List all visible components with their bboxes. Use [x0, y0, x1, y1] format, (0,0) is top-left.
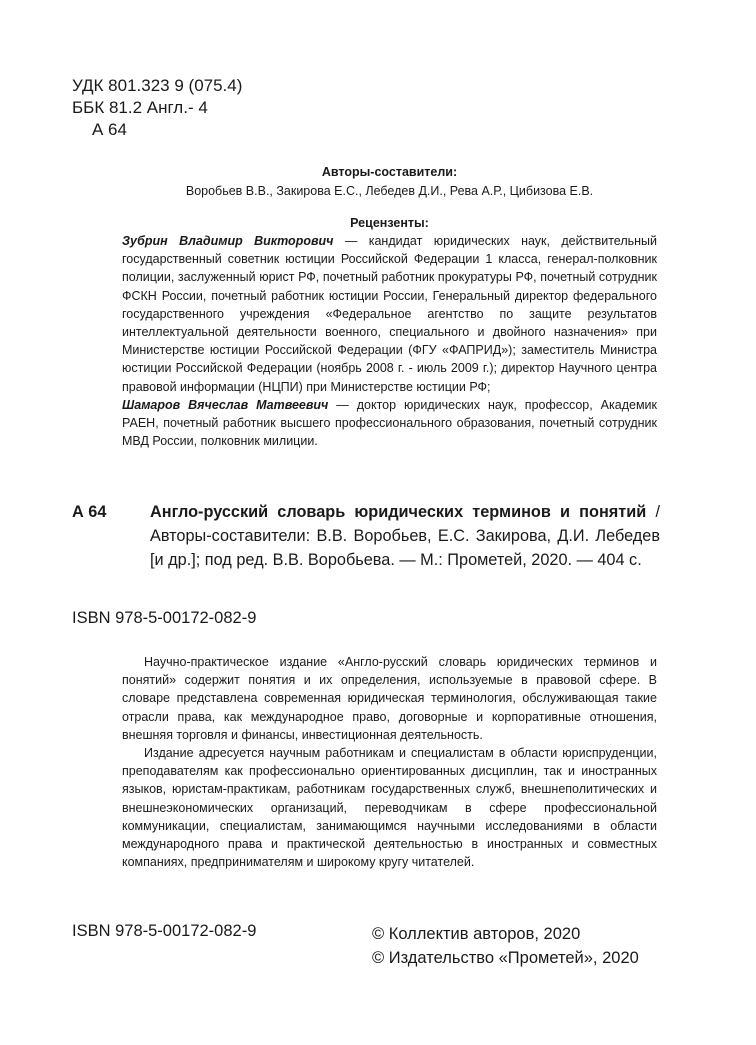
- copyright-authors: © Коллектив авторов, 2020: [372, 925, 581, 943]
- footer-isbn: ISBN 978-5-00172-082-9: [72, 922, 257, 940]
- udc-code: УДК 801.323 9 (075.4): [72, 76, 243, 95]
- annotation-paragraph: Научно-практическое издание «Англо-русский словарь юридических терминов и понятий» содержит понятия и их определения, используемые в правовой сфере. В словаре представлена современная юридическая терминология, обслуживающая такие отрасли права, как международное право, договорные и корпоративные отношения, внешняя торговля и финансы, инвестиционная деятельность.: [122, 655, 657, 742]
- author-mark: А 64: [92, 120, 127, 139]
- reviewer-description: — доктор юридических наук, профессор, Академик РАЕН, почетный работник высшего профессионального образования, почетный сотрудник МВД России, полковник милиции.: [122, 397, 657, 449]
- catalog-details: / Авторы-составители: В.В. Воробьев, Е.С. Закирова, Д.И. Лебедев [и др.]; под ред. В.В. Воробьева. — М.: Прометей, 2020. — 404 с.: [150, 503, 660, 569]
- lbc-code: ББК 81.2 Англ.- 4: [72, 98, 208, 117]
- catalog-title: Англо-русский словарь юридических терминов и понятий: [150, 503, 647, 521]
- reviewer-entry: [122, 396, 657, 451]
- catalog-record: [72, 500, 660, 572]
- reviewer-name: Шамаров Вячеслав Матвеевич: [122, 397, 329, 412]
- reviewer-description: — кандидат юридических наук, действительный государственный советник юстиции Российской Федерации 1 класса, генерал-полковник полиции, заслуженный юрист РФ, почетный работник прокуратуры РФ, почетный сотрудник ФСКН России, почетный работник юстиции России, Генеральный директор федерального государственного учреждения «Федеральное агентство по защите результатов интеллектуальной деятельности военного, специального и двойного назначения» при Министерстве юстиции Российской Федерации (ФГУ «ФАПРИД»); заместитель Министра юстиции Российской Федерации (ноябрь 2008 г. - июль 2009 г.); директор Научного центра правовой информации (НЦПИ) при Министерстве юстиции РФ;: [122, 234, 658, 394]
- reviewers-block: [122, 232, 657, 450]
- reviewer-name: Зубрин Владимир Викторович: [122, 234, 334, 248]
- authors-heading: Авторы-составители:: [321, 165, 458, 179]
- reviewers-heading: Рецензенты:: [350, 216, 429, 230]
- reviewer-entry: [122, 232, 657, 396]
- catalog-description: [150, 500, 660, 572]
- catalog-code: А 64: [72, 503, 107, 521]
- annotation-block: [122, 653, 657, 871]
- copyright-publisher: © Издательство «Прометей», 2020: [372, 949, 639, 967]
- annotation-paragraph: Издание адресуется научным работникам и специалистам в области юриспруденции, преподавателям как профессионально ориентированных дисциплин, так и иностранных языков, юристам-практикам, работникам государственных служб, внешнеполитических и внешнеэкономических организаций, переводчикам в сфере профессиональной коммуникации, специалистам, занимающимся научными исследованиями в области международного права и практической деятельностью в иностранных и совместных компаниях, предпринимателям и широкому кругу читателей.: [122, 746, 657, 870]
- isbn-number: ISBN 978-5-00172-082-9: [72, 609, 257, 627]
- copyright-block: [372, 922, 639, 970]
- classification-block: [72, 75, 242, 141]
- authors-list: Воробьев В.В., Закирова Е.С., Лебедев Д.И., Рева А.Р., Цибизова Е.В.: [185, 184, 594, 198]
